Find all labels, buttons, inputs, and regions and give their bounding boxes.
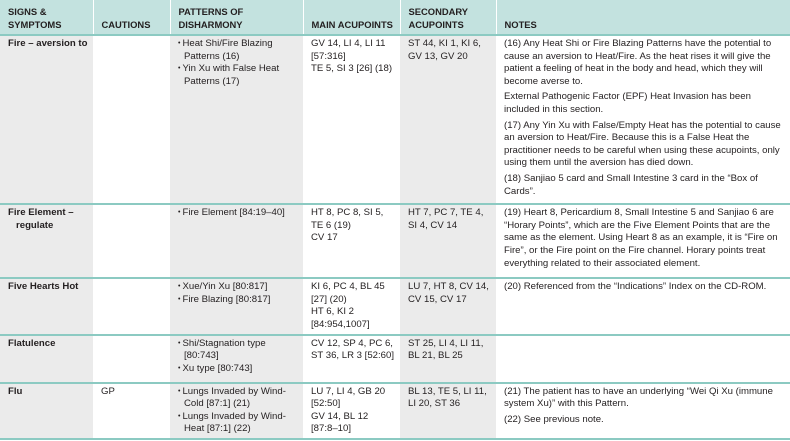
notes-cell (496, 278, 790, 334)
secondary-acupoints-cell: LU 7, HT 8, CV 14, CV 15, CV 17 (400, 278, 496, 334)
table-row (0, 204, 790, 278)
note-paragraph: (17) Any Yin Xu with False/Empty Heat has the potential to cause an aversion to Heat/Fire. Because this is a False Heat the practitioner needs to be careful when using these acupoints, only using them until the aversion has died down. (504, 119, 781, 169)
pattern-item: • Lungs Invaded by Wind-Heat [87:1] (22) (178, 411, 299, 436)
symptom-cell (0, 278, 93, 334)
symptom-cell (0, 335, 93, 383)
secondary-acupoints-cell: BL 13, TE 5, LI 11, LI 20, ST 36 (400, 383, 496, 439)
symptom-label: Fire – aversion to (8, 38, 88, 49)
note-paragraph: (16) Any Heat Shi or Fire Blazing Patterns have the potential to cause an aversion to Heat/Fire. As the heat rises it will give the patient a feeling of heat in the body and head, which they will become averse to. (504, 38, 772, 87)
cautions-cell: GP (93, 383, 170, 439)
pattern-item: • Shi/Stagnation type [80:743] (178, 338, 299, 363)
symptom-cell (0, 35, 93, 204)
secondary-acupoints-cell: ST 25, LI 4, LI 11, BL 21, BL 25 (400, 335, 496, 383)
note-paragraph: External Pathogenic Factor (EPF) Heat Invasion has been included in this section. (504, 91, 751, 115)
pattern-item: • Lungs Invaded by Wind-Cold [87:1] (21) (178, 386, 299, 411)
main-acupoints-cell: HT 8, PC 8, SI 5, TE 6 (19) CV 17 (303, 204, 400, 278)
pattern-item: • Yin Xu with False Heat Patterns (17) (178, 63, 299, 88)
patterns-cell (170, 383, 303, 439)
symptom-label: Flu (8, 385, 23, 397)
pattern-item: • Fire Element [84:19–40] (178, 207, 299, 220)
main-acupoints-cell: GV 14, LI 4, LI 11 [57:316] TE 5, SI 3 [26] (18) (303, 35, 400, 204)
pattern-item: • Heat Shi/Fire Blazing Patterns (16) (178, 38, 299, 63)
pattern-item: • Fire Blazing [80:817] (178, 294, 299, 307)
main-acupoints-cell: LU 7, LI 4, GB 20 [52:50] GV 14, BL 12 [87:8–10] (303, 383, 400, 439)
pattern-item: • Xu type [80:743] (178, 363, 299, 376)
notes-cell (496, 383, 790, 439)
secondary-acupoints-cell: ST 44, KI 1, KI 6, GV 13, GV 20 (400, 35, 496, 204)
patterns-cell (170, 335, 303, 383)
note-paragraph: (21) The patient has to have an underlying “Wei Qi Xu (immune system Xu)” with this Pattern. (504, 385, 773, 410)
header-notes: NOTES (496, 0, 790, 35)
symptom-label: Fire Element – regulate (8, 207, 74, 231)
cautions-cell (93, 278, 170, 334)
cautions-cell (93, 335, 170, 383)
table-row (0, 35, 790, 204)
symptom-label: Five Hearts Hot (8, 281, 79, 293)
header-row (0, 0, 790, 35)
header-signs: SIGNS & SYMPTOMS (0, 0, 93, 35)
header-main: MAIN ACUPOINTS (303, 0, 400, 35)
notes-cell (496, 35, 790, 204)
patterns-cell (170, 204, 303, 278)
note-paragraph: (19) Heart 8, Pericardium 8, Small Intestine 5 and Sanjiao 6 are “Horary Points”, which are the Five Element Points that are the same as the element. Using Heart 8 as an example, it is “Fire on Fire”, or the Fire point on the Fire channel. Horary points treat everything related to their associated element. (504, 207, 778, 269)
notes-cell (496, 204, 790, 278)
main-acupoints-cell: KI 6, PC 4, BL 45 [27] (20) HT 6, KI 2 [84:954,1007] (303, 278, 400, 334)
cautions-cell (93, 204, 170, 278)
table-row (0, 383, 790, 439)
note-paragraph: (22) See previous note. (504, 413, 604, 425)
symptom-cell (0, 383, 93, 439)
patterns-cell (170, 35, 303, 204)
pattern-item: • Xue/Yin Xu [80:817] (178, 281, 299, 294)
notes-cell (496, 335, 790, 383)
header-patterns: PATTERNS OF DISHARMONY (170, 0, 303, 35)
symptom-label: Flatulence (8, 337, 56, 349)
cautions-cell (93, 35, 170, 204)
table-row (0, 278, 790, 334)
symptom-cell (0, 204, 93, 278)
main-acupoints-cell: CV 12, SP 4, PC 6, ST 36, LR 3 [52:60] (303, 335, 400, 383)
header-secondary: SECONDARY ACUPOINTS (400, 0, 496, 35)
secondary-acupoints-cell: HT 7, PC 7, TE 4, SI 4, CV 14 (400, 204, 496, 278)
table-row (0, 335, 790, 383)
header-cautions: CAUTIONS (93, 0, 170, 35)
patterns-cell (170, 278, 303, 334)
note-paragraph: (18) Sanjiao 5 card and Small Intestine 3 card in the “Box of Cards”. (504, 172, 758, 197)
note-paragraph: (20) Referenced from the “Indications” Index on the CD-ROM. (504, 281, 767, 293)
